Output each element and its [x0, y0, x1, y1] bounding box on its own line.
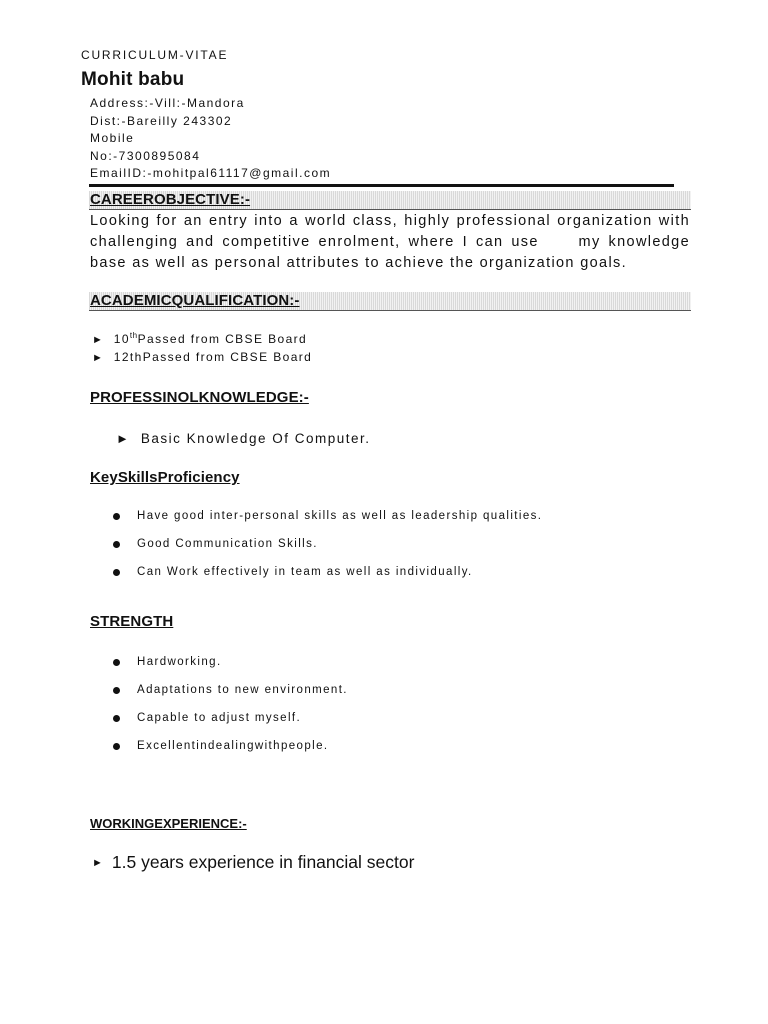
career-objective-heading: CAREEROBJECTIVE:- — [90, 191, 251, 208]
list-item-text: Have good inter-personal skills as well as leadership qualities. — [137, 510, 543, 522]
contact-mobile-number: No:-7300895084 — [90, 149, 201, 163]
document-title: CURRICULUM-VITAE — [81, 48, 229, 62]
contact-address: Address:-Vill:-Mandora — [90, 96, 245, 110]
list-item-text: Can Work effectively in team as well as individually. — [137, 566, 473, 578]
working-experience-item — [92, 852, 414, 873]
academic-item — [92, 350, 312, 364]
candidate-name: Mohit babu — [81, 69, 185, 90]
working-experience-text: 1.5 years experience in financial sector — [111, 852, 415, 872]
key-skills-heading: KeySkillsProficiency — [90, 469, 240, 486]
list-item — [113, 510, 542, 522]
list-item-text: Hardworking. — [137, 656, 222, 668]
black-right-pointer-icon: ► — [116, 431, 131, 446]
list-item — [113, 566, 473, 578]
black-circle-bullet-icon — [113, 513, 120, 520]
list-item-text: Adaptations to new environment. — [137, 684, 348, 696]
career-objective-bar — [89, 191, 691, 210]
list-item — [113, 656, 222, 668]
academic-item-post: Passed from CBSE Board — [137, 332, 308, 346]
list-item-text: Good Communication Skills. — [137, 538, 318, 550]
working-experience-heading: WORKINGEXPERIENCE:- — [90, 816, 247, 831]
academic-item-sup: th — [129, 331, 138, 340]
header-divider — [89, 184, 674, 187]
list-item — [113, 684, 348, 696]
career-objective-text: Looking for an entry into a world class, highly professional organization with challenging and competitive enrolment, where I can use my knowledge base as well as personal attributes to achieve the organization goals. — [90, 213, 696, 271]
academic-qualification-heading: ACADEMICQUALIFICATION:- — [90, 292, 300, 309]
academic-item-pre: 12thPassed from CBSE Board — [113, 350, 313, 364]
black-circle-bullet-icon — [113, 743, 120, 750]
list-item-text: Excellentindealingwithpeople. — [137, 740, 329, 752]
black-circle-bullet-icon — [113, 687, 120, 694]
professional-knowledge-heading: PROFESSINOLKNOWLEDGE:- — [90, 389, 309, 406]
black-right-pointer-icon: ► — [92, 856, 103, 869]
professional-item-text: Basic Knowledge Of Computer. — [140, 431, 371, 446]
professional-item — [116, 431, 371, 446]
black-circle-bullet-icon — [113, 569, 120, 576]
academic-item-pre: 10 — [113, 332, 130, 346]
contact-email: EmailID:-mohitpal61117@gmail.com — [90, 166, 332, 180]
list-item — [113, 538, 318, 550]
black-right-pointer-icon: ► — [92, 352, 105, 364]
list-item — [113, 712, 301, 724]
academic-qualification-bar — [89, 292, 691, 311]
contact-mobile-label: Mobile — [90, 131, 135, 145]
strength-heading: STRENGTH — [90, 613, 174, 630]
contact-district: Dist:-Bareilly 243302 — [90, 114, 233, 128]
list-item-text: Capable to adjust myself. — [137, 712, 302, 724]
academic-item — [92, 331, 307, 346]
black-circle-bullet-icon — [113, 659, 120, 666]
list-item — [113, 740, 328, 752]
black-circle-bullet-icon — [113, 715, 120, 722]
black-circle-bullet-icon — [113, 541, 120, 548]
black-right-pointer-icon: ► — [92, 334, 105, 346]
